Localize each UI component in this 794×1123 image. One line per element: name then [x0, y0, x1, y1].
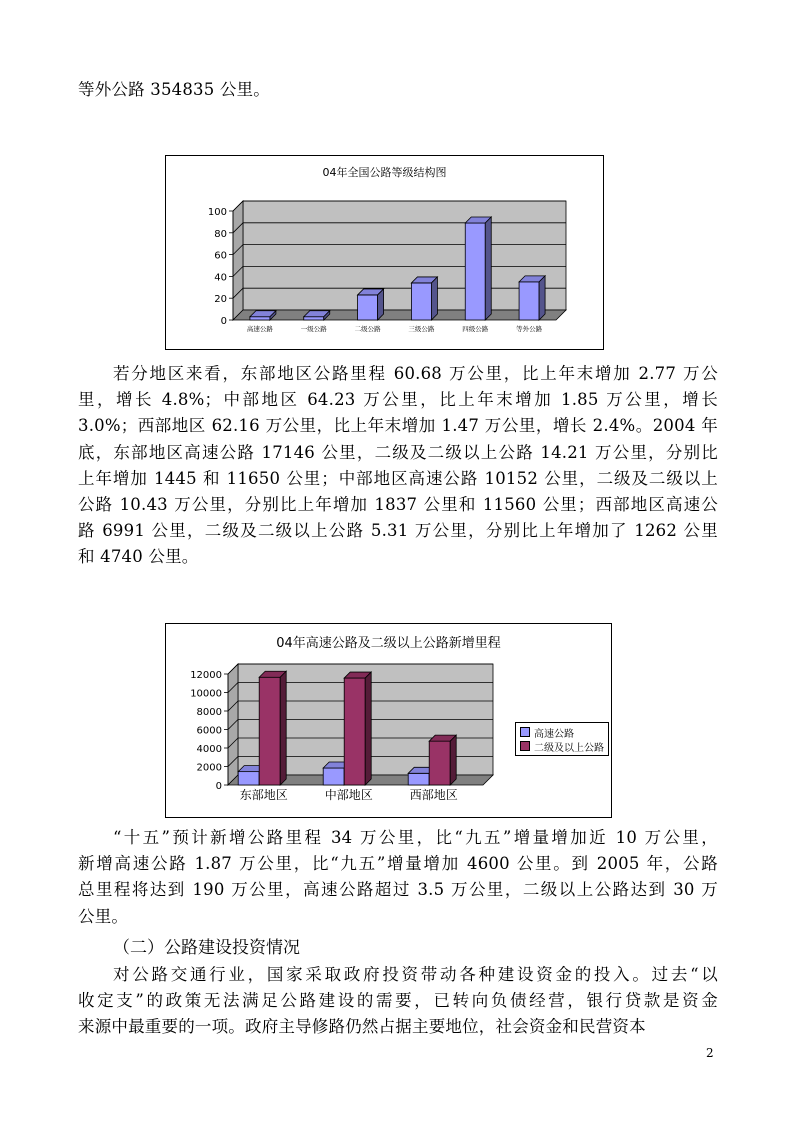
chart-title: 04年高速公路及二级以上公路新增里程 — [276, 636, 501, 651]
legend-swatch — [520, 727, 530, 737]
x-tick-label: 西部地区 — [409, 788, 458, 802]
bar — [519, 276, 545, 320]
text-line: 上年增加 1445 和 11650 公里；中部地区高速公路 10152 公里，二级及二级以上 — [78, 468, 718, 488]
plot-side-wall — [233, 201, 243, 320]
bar — [358, 289, 384, 320]
chart-road-grade-structure — [165, 155, 604, 350]
bar-side — [431, 277, 437, 320]
y-tick-label: 12000 — [190, 670, 222, 681]
legend-swatch — [520, 741, 530, 751]
bar-side — [539, 276, 545, 320]
legend-item — [520, 725, 604, 739]
bar — [411, 277, 437, 320]
bar-front — [465, 223, 485, 320]
x-tick-label: 中部地区 — [324, 788, 373, 802]
text-line: 新增高速公路 1.87 万公里，比“九五”增量增加 4600 公里。到 2005 年，公路 — [78, 854, 718, 874]
x-tick-label: 等外公路 — [516, 325, 543, 333]
bar-front — [408, 773, 429, 785]
text-line: 来源中最重要的一项。政府主导修路仍然占据主要地位，社会资金和民营资本 — [78, 1017, 646, 1037]
x-tick-label: 二级公路 — [354, 325, 381, 333]
legend-label: 二级及以上公路 — [534, 742, 604, 754]
bar-front — [259, 677, 280, 785]
bar-chart-2 — [166, 624, 611, 817]
y-tick-label: 10000 — [190, 688, 222, 700]
y-tick-label: 8000 — [196, 707, 222, 718]
text-line: 底，东部地区高速公路 17146 公里，二级及二级以上公路 14.21 万公里，分别比 — [78, 442, 718, 462]
y-tick-label: 60 — [214, 250, 227, 262]
bar — [344, 672, 371, 785]
y-tick-label: 0 — [215, 781, 222, 792]
text-line: 和 4740 公里。 — [78, 547, 199, 567]
section-heading: （二）公路建设投资情况 — [113, 938, 300, 958]
bar — [429, 735, 456, 785]
text-line: 公里。 — [78, 906, 129, 926]
legend-label: 高速公路 — [534, 728, 574, 740]
x-tick-label: 一级公路 — [300, 325, 327, 333]
bar-front — [250, 317, 270, 320]
bar-front — [344, 678, 365, 785]
bar-front — [358, 295, 378, 320]
x-tick-label: 三级公路 — [408, 325, 435, 333]
text-line: 公路 10.43 万公里，分别比上年增加 1837 公里和 11560 公里；西部地区高速公 — [78, 495, 718, 514]
y-tick-label: 0 — [220, 316, 227, 327]
x-tick-label: 高速公路 — [246, 325, 273, 333]
y-tick-label: 100 — [207, 207, 227, 218]
text-line: “十五”预计新增公路里程 34 万公里，比“九五”增量增加近 10 万公里， — [113, 828, 718, 847]
text-line: 等外公路 354835 公里。 — [78, 80, 270, 99]
plot-floor — [233, 310, 566, 320]
text-line: 路 6991 公里，二级及二级以上公路 5.31 万公里，分别比上年增加了 1262 公里 — [78, 521, 718, 541]
y-tick-label: 4000 — [196, 744, 222, 755]
page-number: 2 — [706, 1046, 714, 1060]
bar-side — [485, 217, 491, 320]
bar-side — [378, 289, 384, 320]
y-tick-label: 20 — [214, 294, 227, 306]
text-line: 对公路交通行业，国家采取政府投资带动各种建设资金的投入。过去“以 — [113, 965, 718, 984]
y-tick-label: 2000 — [196, 762, 222, 774]
bar-side — [365, 672, 371, 785]
text-line: 里，增长 4.8%；中部地区 64.23 万公里，比上年末增加 1.85 万公里，增长 — [78, 390, 718, 410]
legend-item — [520, 739, 604, 753]
text-line: 收定支”的政策无法满足公路建设的需要，已转向负债经营，银行贷款是资金 — [78, 991, 718, 1011]
bar-front — [238, 772, 259, 785]
chart-new-highway-mileage — [165, 623, 612, 818]
x-tick-label: 四级公路 — [462, 325, 489, 333]
bar-front — [304, 317, 324, 320]
chart-title: 04年全国公路等级结构图 — [322, 166, 447, 179]
bar — [465, 217, 491, 320]
bar-side — [450, 735, 456, 785]
bar — [259, 671, 286, 785]
y-tick-label: 80 — [214, 228, 227, 240]
bar-front — [323, 768, 344, 785]
plot-back-wall — [243, 201, 566, 310]
bar-chart-1 — [166, 156, 603, 349]
chart-legend — [515, 722, 609, 756]
text-line: 3.0%；西部地区 62.16 万公里，比上年末增加 1.47 万公里，增长 2.4%。2004 年 — [78, 416, 718, 436]
bar-front — [519, 282, 539, 320]
bar-front — [429, 741, 450, 785]
y-tick-label: 6000 — [196, 725, 222, 737]
y-tick-label: 40 — [214, 272, 227, 284]
x-tick-label: 东部地区 — [239, 788, 288, 802]
text-line: 总里程将达到 190 万公里，高速公路超过 3.5 万公里，二级以上公路达到 30 万 — [78, 880, 718, 900]
bar-front — [411, 283, 431, 320]
text-line: 若分地区来看，东部地区公路里程 60.68 万公里，比上年末增加 2.77 万公 — [113, 364, 718, 383]
bar-side — [280, 671, 286, 785]
